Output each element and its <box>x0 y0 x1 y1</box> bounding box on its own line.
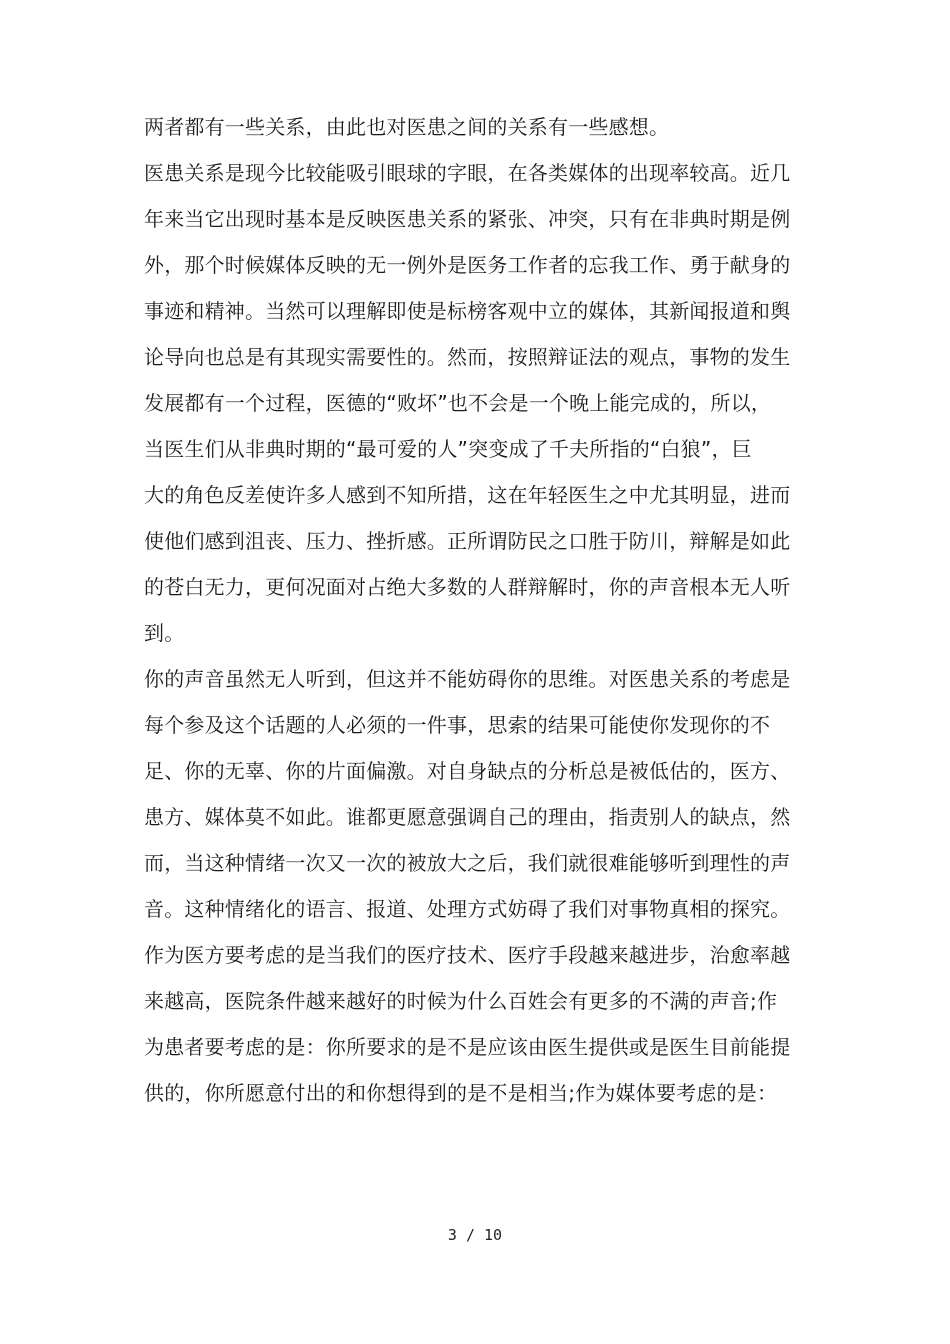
text-line: 患方、媒体莫不如此。谁都更愿意强调自己的理由，指责别人的缺点，然 <box>144 805 791 829</box>
text-line: 为患者要考虑的是：你所要求的是不是应该由医生提供或是医生目前能提 <box>144 1035 791 1059</box>
page-number: 3 / 10 <box>447 1226 503 1244</box>
body-text <box>144 104 809 1116</box>
text-line: 作为医方要考虑的是当我们的医疗技术、医疗手段越来越进步，治愈率越 <box>144 943 791 967</box>
text-line: 当医生们从非典时期的“最可爱的人”突变成了千夫所指的“白狼”，巨 <box>144 437 752 461</box>
text-line: 发展都有一个过程，医德的“败坏”也不会是一个晚上能完成的，所以， <box>144 391 772 415</box>
text-line: 供的，你所愿意付出的和你想得到的是不是相当;作为媒体要考虑的是： <box>144 1081 778 1105</box>
text-line: 来越高，医院条件越来越好的时候为什么百姓会有更多的不满的声音;作 <box>144 989 778 1013</box>
text-line: 年来当它出现时基本是反映医患关系的紧张、冲突，只有在非典时期是例 <box>144 207 791 231</box>
text-line: 而，当这种情绪一次又一次的被放大之后，我们就很难能够听到理性的声 <box>144 851 791 875</box>
text-line: 两者都有一些关系，由此也对医患之间的关系有一些感想。 <box>144 115 670 139</box>
text-line: 你的声音虽然无人听到，但这并不能妨碍你的思维。对医患关系的考虑是 <box>144 667 791 691</box>
text-line: 的苍白无力，更何况面对占绝大多数的人群辩解时，你的声音根本无人听 <box>144 575 791 599</box>
text-line: 医患关系是现今比较能吸引眼球的字眼，在各类媒体的出现率较高。近几 <box>144 161 791 185</box>
text-line: 每个参及这个话题的人必须的一件事，思索的结果可能使你发现你的不 <box>144 713 771 737</box>
text-line: 论导向也总是有其现实需要性的。然而，按照辩证法的观点，事物的发生 <box>144 345 791 369</box>
text-line: 外，那个时候媒体反映的无一例外是医务工作者的忘我工作、勇于献身的 <box>144 253 791 277</box>
text-line: 大的角色反差使许多人感到不知所措，这在年轻医生之中尤其明显，进而 <box>144 483 791 507</box>
text-line: 音。这种情绪化的语言、报道、处理方式妨碍了我们对事物真相的探究。 <box>144 897 791 921</box>
text-line: 使他们感到沮丧、压力、挫折感。正所谓防民之口胜于防川，辩解是如此 <box>144 529 791 553</box>
text-line: 足、你的无辜、你的片面偏激。对自身缺点的分析总是被低估的，医方、 <box>144 759 791 783</box>
text-line: 事迹和精神。当然可以理解即使是标榜客观中立的媒体，其新闻报道和舆 <box>144 299 791 323</box>
text-line: 到。 <box>144 621 185 645</box>
